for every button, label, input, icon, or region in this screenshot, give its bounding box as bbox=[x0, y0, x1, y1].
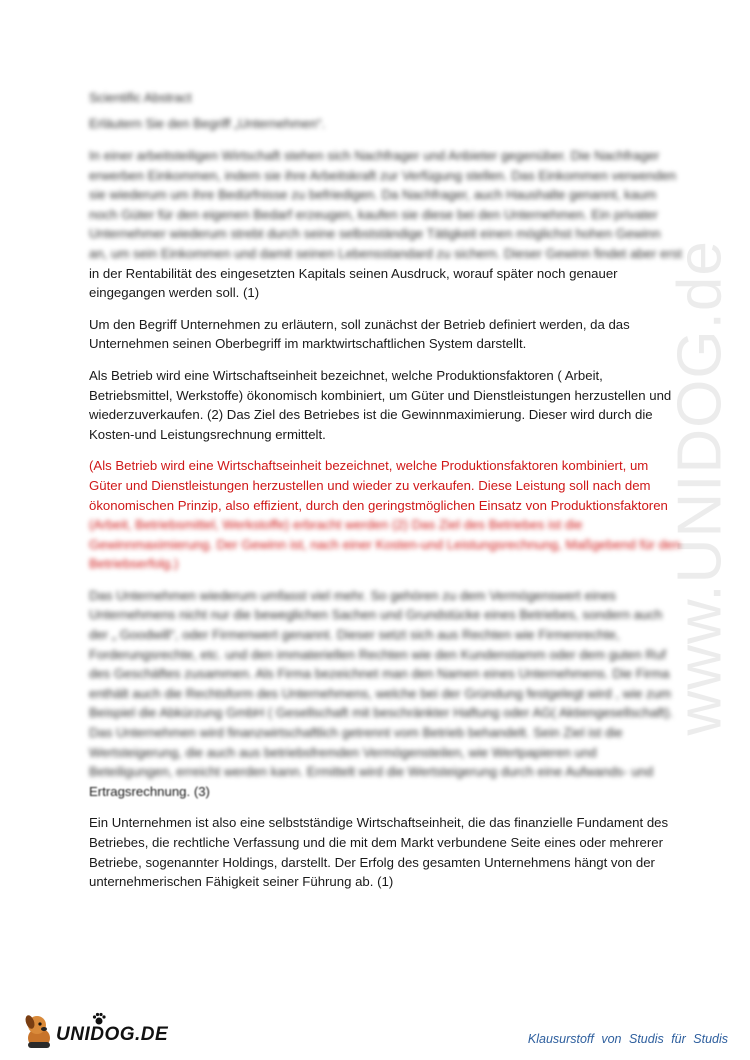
text-line: Gewinnmaximierung. Der Gewinn ist, nach einer Kosten-und Leistungsrechnung, Maßgebend für den bbox=[89, 536, 681, 552]
text-line: wiederzuverkaufen. (2) Das Ziel des Betriebes ist die Gewinnmaximierung. Dieser wird durch die bbox=[89, 407, 653, 423]
text-line: (Arbeit, Betriebsmittel, Werkstoffe) erbracht werden (2) Das Ziel des Betriebes ist die bbox=[89, 517, 583, 533]
paragraph-betrieb-definition bbox=[89, 366, 672, 444]
text-line: an, um sein Einkommen und damit seinen Lebensstandard zu sichern. Dieser Gewinn findet aber erst bbox=[89, 245, 683, 261]
text-line: Forderungsrechte, etc. und den immateriellen Rechten wie den Kundenstamm oder dem guten Ruf bbox=[89, 646, 666, 662]
text-line: enthält auch die Rechtsform des Unternehmens, welche bei der Gründung festgelegt wird , wie zum bbox=[89, 685, 672, 701]
text-line: Betriebserfolg.) bbox=[89, 556, 179, 572]
text-line: unternehmerischen Fähigkeit seiner Führung ab. (1) bbox=[89, 874, 394, 890]
text-line: ökonomischen Prinzip, also effizient, durch den geringstmöglichen Einsatz von Produktionsfaktoren bbox=[89, 497, 668, 513]
text-line: in der Rentabilität des eingesetzten Kapitals seinen Ausdruck, worauf später noch genauer bbox=[89, 265, 618, 281]
text-line: Güter und Dienstleistungen herzustellen und wieder zu verkaufen. Diese Leistung soll nach dem bbox=[89, 477, 651, 493]
text-line: Unternehmen seinen Oberbegriff im marktwirtschaftlichen System darstellt. bbox=[89, 336, 527, 352]
text-line: Betriebe, sogenannter Holdings, darstellt. Der Erfolg des gesamten Unternehmens hängt von der bbox=[89, 854, 655, 870]
dog-icon bbox=[22, 1012, 58, 1052]
text-line: Betriebsmittel, Werkstoffe) ökonomisch kombiniert, um Güter und Dienstleistungen herzustellen und bbox=[89, 387, 672, 403]
text-line: Das Unternehmen wiederum umfasst viel mehr. So gehören zu dem Vermögenswert eines bbox=[89, 587, 617, 603]
text-line: Um den Begriff Unternehmen zu erläutern, soll zunächst der Betrieb definiert werden, da das bbox=[89, 316, 630, 332]
text-line: Betriebes, die rechtliche Verfassung und die mit dem Markt verbundene Seite eines oder mehrerer bbox=[89, 835, 663, 850]
text-line: noch Güter für den eigenen Bedarf erzeugen, kaufen sie diese bei den Unternehmen. Ein privater bbox=[89, 206, 658, 222]
paragraph-betrieb-intro bbox=[89, 315, 669, 354]
paragraph-intro bbox=[89, 146, 683, 303]
text-line: der „ Goodwill“, oder Firmenwert genannt. Dieser setzt sich aus Rechten wie Firmenrechte, bbox=[89, 627, 620, 643]
logo-text: UNIDOG.DE bbox=[56, 1024, 169, 1045]
text-line: des Geschäftes zusammen. Als Firma bezeichnet man den Namen eines Unternehmens. Die Firma bbox=[89, 666, 670, 682]
text-line: Unternehmer wiederum strebt durch seine selbstständige Tätigkeit einen möglichst hohen Gewinn bbox=[89, 226, 661, 242]
text-line: Wertsteigerung, die auch aus betriebsfremden Vermögensteilen, wie Wertpapieren und bbox=[89, 744, 597, 760]
text-line: Unternehmens nicht nur die beweglichen Sachen und Grundstücke eines Betriebes, sondern auch bbox=[89, 607, 663, 623]
text-line: Beteiligungen, erreicht werden kann. Ermittelt wird die Wertsteigerung durch eine Aufwands- und bbox=[89, 764, 654, 780]
text-line: Kosten-und Leistungsrechnung ermittelt. bbox=[89, 426, 326, 442]
text-line: eingegangen werden soll. (1) bbox=[89, 285, 260, 301]
text-line: erwerben Einkommen, indem sie ihre Arbeitskraft zur Verfügung stellen. Das Einkommen verwenden bbox=[89, 167, 677, 183]
footer-tagline: Klausurstoff von Studis für Studis bbox=[527, 1032, 728, 1046]
unidog-logo[interactable] bbox=[22, 1012, 169, 1052]
paragraph-unternehmen bbox=[89, 586, 674, 802]
text-line: Als Betrieb wird eine Wirtschaftseinheit bezeichnet, welche Produktionsfaktoren ( Arbeit, bbox=[89, 367, 603, 383]
text-line: sie wiederum um ihre Bedürfnisse zu befriedigen. Da Nachfrager, auch Haushalte genannt, kaum bbox=[89, 187, 657, 203]
paragraph-red-correction bbox=[89, 456, 681, 574]
text-line: Ertragsrechnung. (3) bbox=[89, 783, 210, 799]
text-line: Ein Unternehmen ist also eine selbstständige Wirtschaftseinheit, die das finanzielle Fundament des bbox=[89, 815, 669, 831]
intro-blurred bbox=[89, 146, 683, 264]
document-question: Erläutern Sie den Begriff „Unternehmen“. bbox=[89, 116, 326, 131]
document-body bbox=[89, 88, 683, 904]
text-line: (Als Betrieb wird eine Wirtschaftseinheit bezeichnet, welche Produktionsfaktoren kombiniert, um bbox=[89, 458, 649, 474]
text-line: In einer arbeitsteiligen Wirtschaft stehen sich Nachfrager und Anbieter gegenüber. Die Nachfrager bbox=[89, 148, 660, 163]
watermark-text: www.UNIDOG.de bbox=[665, 240, 735, 736]
unternehmen-blurred bbox=[89, 586, 674, 782]
text-line: Beispiel die Abkürzung GmbH ( Gesellschaft mit beschränkter Haftung oder AG( Aktiengesellschaft). bbox=[89, 705, 674, 721]
red-blurred bbox=[89, 515, 681, 574]
text-line: Das Unternehmen wird finanzwirtschaftlich getrennt vom Betrieb behandelt. Sein Ziel ist die bbox=[89, 725, 623, 741]
document-title: Scientific Abstract bbox=[89, 90, 192, 105]
paragraph-conclusion bbox=[89, 813, 669, 891]
